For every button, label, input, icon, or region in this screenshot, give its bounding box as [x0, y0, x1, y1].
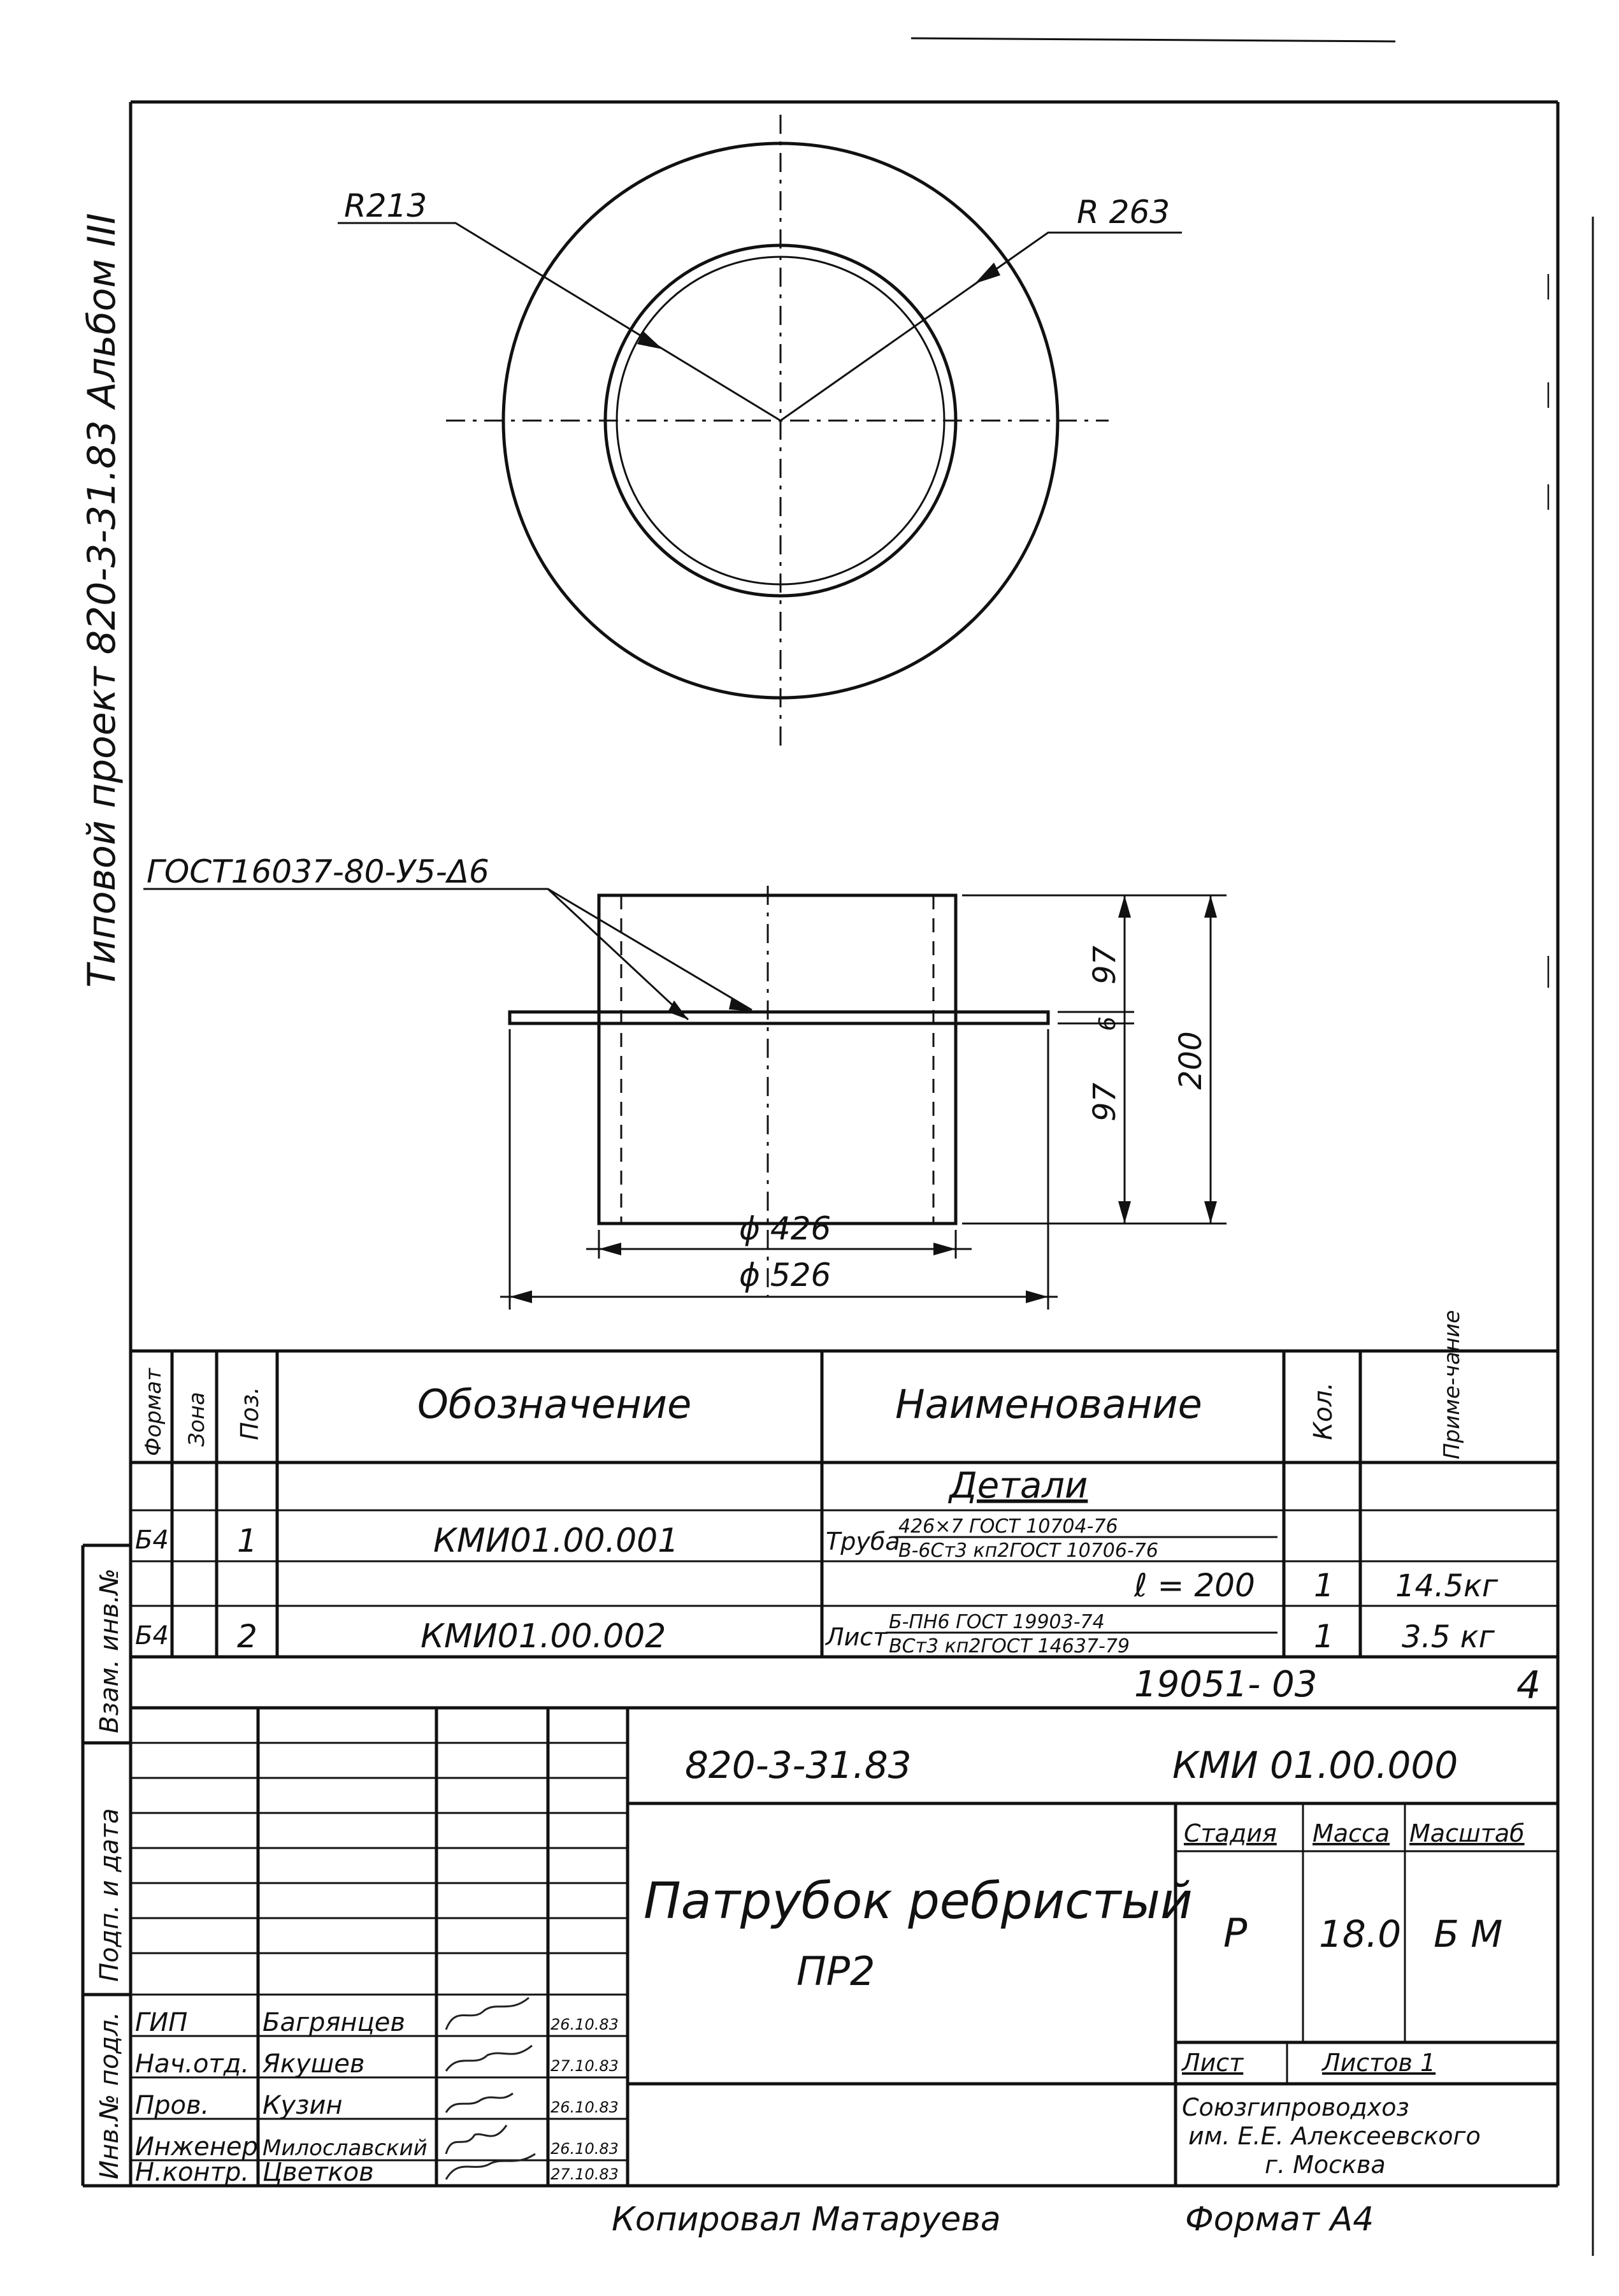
header-designation: Обозначение: [417, 1381, 692, 1427]
org-line2: им. Е.Е. Алексеевского: [1188, 2122, 1481, 2150]
staff-role: Инженер: [135, 2132, 258, 2162]
row2-qty: 1: [1314, 1618, 1334, 1655]
staff-name: Кузин: [263, 2091, 343, 2120]
scale-label: Масштаб: [1409, 1819, 1525, 1847]
org-line1: Союзгипроводхоз: [1182, 2093, 1409, 2121]
radius-outer-label: R 263: [1077, 194, 1170, 231]
row1-designation: КМИ01.00.001: [433, 1522, 679, 1560]
mass-value: 18.0: [1319, 1912, 1402, 1956]
staff-name: Багрянцев: [263, 2008, 405, 2037]
side-inv-orig: Инв.№ подл.: [95, 2011, 124, 2179]
radius-inner-label: R213: [344, 187, 428, 224]
org-line3: г. Москва: [1265, 2151, 1386, 2179]
section-details: Детали: [949, 1465, 1088, 1506]
title-block: [131, 1708, 1558, 2187]
mass-label: Масса: [1313, 1819, 1390, 1847]
staff-row: [135, 2091, 619, 2120]
row2-format: Б4: [135, 1621, 169, 1650]
sheet-label: Лист: [1182, 2049, 1244, 2077]
staff-role: Нач.отд.: [135, 2049, 250, 2079]
staff-date: 26.10.83: [550, 2016, 619, 2033]
header-pos: Поз.: [236, 1386, 264, 1440]
dia-plate-label: ϕ 526: [739, 1257, 831, 1294]
signature-mark: [446, 2125, 507, 2154]
stage-label: Стадия: [1184, 1819, 1277, 1847]
plan-view: [338, 115, 1182, 752]
staff-date: 26.10.83: [550, 2098, 619, 2116]
staff-date: 27.10.83: [550, 2057, 619, 2075]
staff-name: Милославский: [263, 2135, 428, 2161]
album-title: Типовой проект 820-3-31.83 Альбом III: [80, 213, 124, 988]
row1-name-prefix: Труба: [826, 1527, 900, 1556]
row1-pos: 1: [237, 1522, 257, 1559]
sheet-mark: 4: [1516, 1663, 1541, 1708]
spec-table: [131, 1310, 1558, 1708]
signature-mark: [446, 2154, 535, 2179]
row2-note: 3.5 кг: [1402, 1619, 1495, 1655]
row2-name-top: Б-ПН6 ГОСТ 19903-74: [889, 1611, 1105, 1633]
row1-qty: 1: [1314, 1567, 1334, 1604]
scale-value: Б М: [1434, 1912, 1503, 1956]
dim-bottom: 97: [1087, 1082, 1123, 1122]
stage-value: Р: [1223, 1910, 1248, 1956]
section-view: [143, 853, 1227, 1310]
staff-row: [135, 1998, 619, 2037]
header-qty: Кол.: [1309, 1382, 1338, 1440]
title-line2: ПР2: [796, 1948, 875, 1995]
header-format: Формат: [141, 1368, 166, 1456]
row1-name-top: 426×7 ГОСТ 10704-76: [898, 1515, 1118, 1538]
footer-copied: Копировал Матаруева: [612, 2200, 1001, 2239]
staff-role: Н.контр.: [135, 2158, 249, 2187]
row2-name-prefix: Лист: [826, 1623, 888, 1651]
doc-code: КМИ 01.00.000: [1172, 1744, 1458, 1787]
header-name: Наименование: [895, 1381, 1202, 1427]
footer-format: Формат А4: [1185, 2200, 1374, 2239]
staff-name: Цветков: [263, 2158, 374, 2187]
row2-name-bottom: ВСт3 кп2ГОСТ 14637-79: [889, 1635, 1130, 1657]
staff-date: 27.10.83: [550, 2165, 619, 2183]
staff-role: Пров.: [135, 2091, 210, 2120]
staff-row: [135, 2046, 619, 2079]
staff-date: 26.10.83: [550, 2140, 619, 2158]
side-sign-date: Подп. и дата: [95, 1808, 124, 1982]
row1-name-bottom: В-6Ст3 кп2ГОСТ 10706-76: [898, 1540, 1158, 1562]
staff-name: Якушев: [263, 2049, 365, 2079]
signature-mark: [446, 1998, 529, 2030]
header-note: Приме-чание: [1439, 1310, 1465, 1459]
row2-pos: 2: [237, 1618, 257, 1655]
row1-length: ℓ = 200: [1134, 1567, 1255, 1604]
row1-format: Б4: [135, 1526, 169, 1555]
sheets-label: Листов 1: [1322, 2049, 1436, 2077]
side-inv-ref: Взам. инв.№: [95, 1568, 124, 1733]
title-line1: Патрубок ребристый: [644, 1873, 1193, 1930]
staff-row: [135, 2125, 619, 2162]
dim-mid: 6: [1095, 1016, 1121, 1031]
row1-note: 14.5кг: [1395, 1568, 1499, 1604]
signature-mark: [446, 2046, 532, 2071]
dim-top: 97: [1087, 945, 1123, 985]
doc-number: 19051- 03: [1134, 1664, 1318, 1705]
row2-designation: КМИ01.00.002: [421, 1617, 666, 1656]
staff-role: ГИП: [135, 2008, 188, 2037]
dia-pipe-label: ϕ 426: [739, 1210, 831, 1247]
weld-note: ГОСТ16037-80-У5-Δ6: [147, 853, 489, 890]
header-zone: Зона: [184, 1392, 210, 1447]
signature-mark: [446, 2093, 513, 2112]
project-code: 820-3-31.83: [685, 1744, 912, 1787]
dim-height: 200: [1173, 1031, 1209, 1090]
